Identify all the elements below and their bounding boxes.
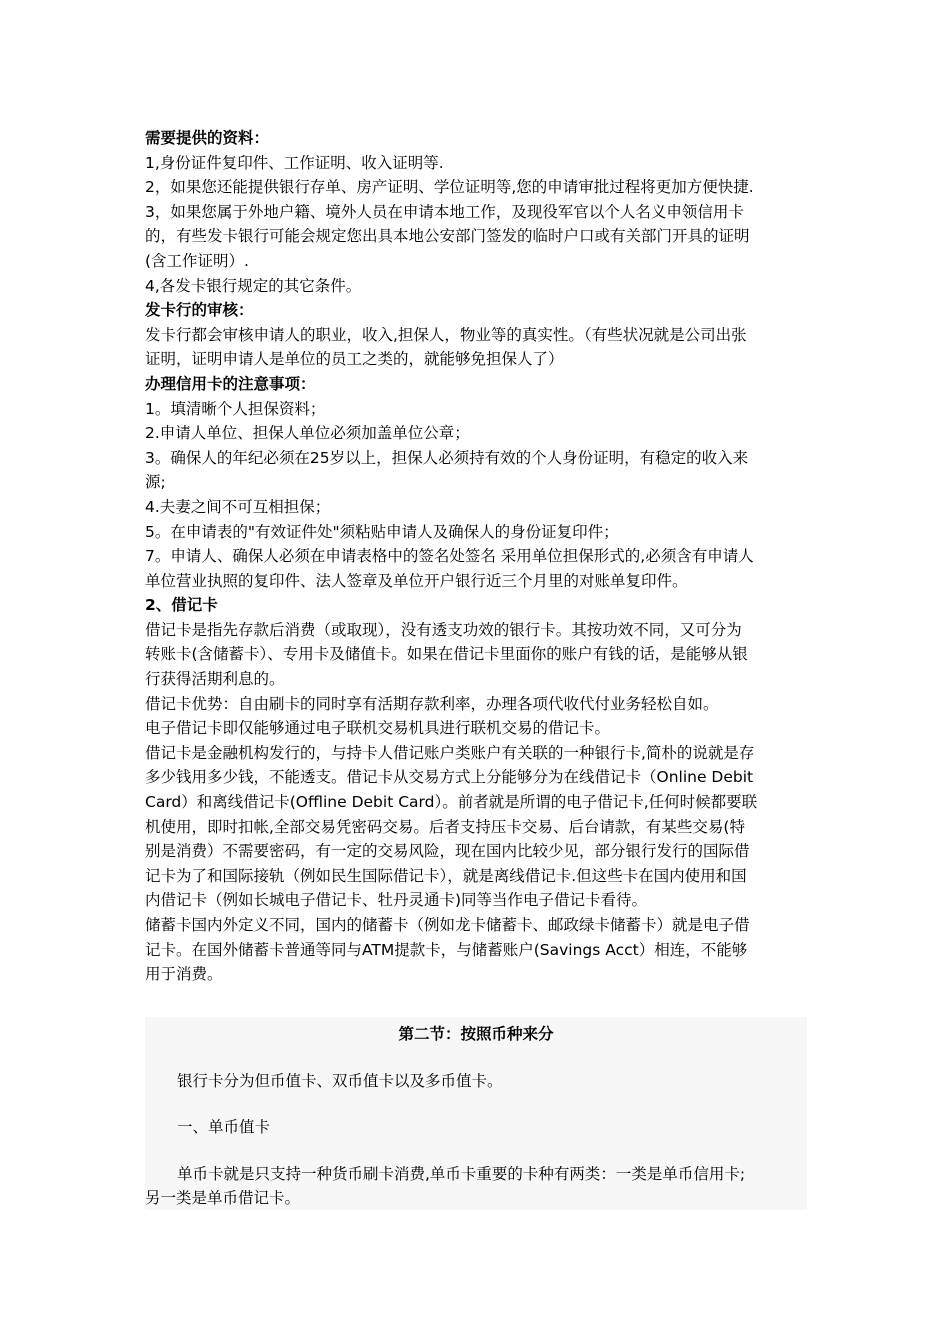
text-line: 4,各发卡银行规定的其它条件。 [145, 276, 362, 295]
text-line: 借记卡是金融机构发行的，与持卡人借记账户类账户有关联的一种银行卡,简朴的说就是存 [145, 743, 755, 762]
text-line: 4.夫妻之间不可互相担保； [145, 497, 331, 516]
section-paragraph-3-line-2: 另一类是单币借记卡。 [145, 1189, 301, 1207]
text-line: (含工作证明）. [145, 251, 249, 270]
text-line: 2.申请人单位、担保人单位必须加盖单位公章； [145, 424, 470, 443]
section-title: 第二节：按照币种来分 [398, 1025, 554, 1043]
section-paragraph-1: 银行卡分为但币值卡、双币值卡以及多币值卡。 [177, 1072, 503, 1090]
section-heading: 办理信用卡的注意事项： [145, 374, 316, 393]
text-line: 源; [145, 473, 166, 492]
text-line: 记卡为了和国际接轨（例如民生国际借记卡），就是离线借记卡.但这些卡在国内使用和国 [145, 866, 747, 885]
text-line: 1,身份证件复印件、工作证明、收入证明等. [145, 153, 444, 172]
text-line: 多少钱用多少钱，不能透支。借记卡从交易方式上分能够分为在线借记卡（Online Debit [145, 768, 754, 787]
text-line: 记卡。在国外储蓄卡普通等同与ATM提款卡，与储蓄账户(Savings Acct）相连，不能够 [145, 940, 748, 959]
text-line: 3，如果您属于外地户籍、境外人员在申请本地工作，及现役军官以个人名义申领信用卡 [145, 202, 744, 221]
text-line: 的，有些发卡银行可能会规定您出具本地公安部门签发的临时户口或有关部门开具的证明 [145, 227, 750, 246]
text-line: 行获得活期利息的。 [145, 670, 285, 689]
text-line: 电子借记卡即仅能够通过电子联机交易机具进行联机交易的借记卡。 [145, 719, 611, 738]
text-line: 用于消费。 [145, 965, 223, 984]
document-body [145, 126, 807, 987]
section-heading: 2、借记卡 [145, 596, 218, 615]
text-line: 别是消费）不需要密码，有一定的交易风险，现在国内比较少见，部分银行发行的国际借 [145, 842, 750, 861]
text-line: 储蓄卡国内外定义不同，国内的储蓄卡（例如龙卡储蓄卡、邮政绿卡储蓄卡）就是电子借 [145, 916, 750, 934]
text-line: 5。在申请表的"有效证件处"须粘贴申请人及确保人的身份证复印件； [145, 522, 619, 541]
section-paragraph-3-line-1: 单币卡就是只支持一种货币刷卡消费,单币卡重要的卡种有两类：一类是单币信用卡; [177, 1165, 746, 1183]
section-heading-single-currency: 一、单币值卡 [177, 1118, 271, 1136]
section-heading: 需要提供的资料： [145, 129, 270, 147]
text-line: 借记卡优势：自由刷卡的同时享有活期存款利率，办理各项代收代付业务轻松自如。 [145, 694, 719, 713]
text-line: Card）和离线借记卡(Offline Debit Card）。前者就是所谓的电子借记卡,任何时候都要联 [145, 793, 758, 812]
text-line: 借记卡是指先存款后消费（或取现），没有透支功效的银行卡。其按功效不同，又可分为 [145, 620, 742, 639]
text-line: 发卡行都会审核申请人的职业，收入,担保人，物业等的真实性。（有些状况就是公司出张 [145, 325, 747, 344]
text-line: 证明，证明申请人是单位的员工之类的，就能够免担保人了） [145, 350, 564, 369]
text-line: 1。填清晰个人担保资料； [145, 399, 326, 418]
text-line: 2，如果您还能提供银行存单、房产证明、学位证明等,您的申请审批过程将更加方便快捷. [145, 178, 754, 197]
section-heading: 发卡行的审核： [145, 301, 254, 320]
text-line: 3。确保人的年纪必须在25岁以上，担保人必须持有效的个人身份证明，有稳定的收入来 [145, 448, 749, 467]
text-line: 内借记卡（例如长城电子借记卡、牡丹灵通卡)同等当作电子借记卡看待。 [145, 891, 648, 910]
text-line: 单位营业执照的复印件、法人签章及单位开户银行近三个月里的对账单复印件。 [145, 571, 688, 590]
section-currency-box [145, 1017, 807, 1210]
text-line: 转账卡(含储蓄卡）、专用卡及储值卡。如果在借记卡里面你的账户有钱的话，是能够从银 [145, 645, 748, 664]
text-line: 7。申请人、确保人必须在申请表格中的签名处签名 采用单位担保形式的,必须含有申请人 [145, 547, 754, 566]
text-line: 机使用，即时扣帐,全部交易凭密码交易。后者支持压卡交易、后台请款，有某些交易(特 [145, 817, 745, 836]
